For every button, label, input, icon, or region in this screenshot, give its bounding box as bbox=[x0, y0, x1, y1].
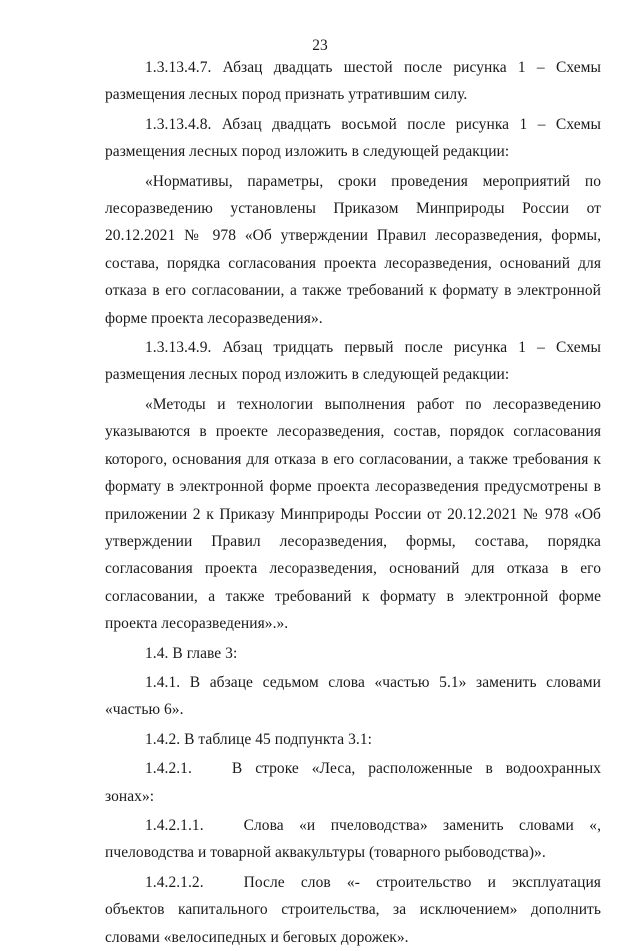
paragraph-1-3-13-4-9: 1.3.13.4.9. Абзац тридцать первый после рисунка 1 – Схемы размещения лесных пород изложить в следующей редакции: bbox=[105, 339, 601, 384]
page-number: 23 bbox=[312, 37, 328, 54]
paragraph-1-4-2-1 bbox=[105, 755, 601, 810]
clause-number: 1.4.2.1.1. bbox=[145, 816, 204, 834]
paragraph-1-4: 1.4. В главе 3: bbox=[145, 644, 238, 662]
document-body bbox=[105, 54, 601, 951]
quoted-paragraph-methods: «Методы и технологии выполнения работ по лесоразведению указываются в проекте лесоразведения, состав, порядок согласования которого, основания для отказа в его согласовании, а также требования к формату в электронной форме проекта лесоразведения предусмотрены в приложении 2 к Приказу Минприроды России от 20.12.2021 № 978 «Об утверждении Правил лесоразведения, формы, состава, порядка согласования проекта лесоразведения, оснований для отказа в его согласовании, а также требований к формату в электронной форме проекта лесоразведения».». bbox=[105, 395, 601, 633]
clause-number: 1.4.2.1.2. bbox=[145, 873, 204, 891]
clause-number: 1.4.2.1. bbox=[145, 760, 192, 778]
paragraph-1-3-13-4-8: 1.3.13.4.8. Абзац двадцать восьмой после рисунка 1 – Схемы размещения лесных пород изложить в следующей редакции: bbox=[105, 115, 601, 161]
quoted-paragraph-normatives: «Нормативы, параметры, сроки проведения мероприятий по лесоразведению установлены Приказом Минприроды России от 20.12.2021 № 978 «Об утверждении Правил лесоразведения, формы, состава, порядка согласования проекта лесоразведения, оснований для отказа в его согласовании, а также требований к формату в электронной форме проекта лесоразведения». bbox=[105, 172, 601, 327]
clause-text: После слов «- строительство и эксплуатация объектов капитального строительства, за исключением» дополнить словами «велосипедных и беговых дорожек». bbox=[105, 873, 601, 946]
paragraph-1-4-2: 1.4.2. В таблице 45 подпункта 3.1: bbox=[145, 730, 373, 748]
clause-text: Слова «и пчеловодства» заменить словами «, пчеловодства и товарной аквакультуры (товарного рыбоводства)». bbox=[105, 816, 601, 862]
paragraph-1-4-2-1-1 bbox=[105, 812, 601, 867]
clause-text: В строке «Леса, расположенные в водоохранных зонах»: bbox=[105, 760, 601, 805]
paragraph-1-4-1: 1.4.1. В абзаце седьмом слова «частью 5.1» заменить словами «частью 6». bbox=[105, 673, 601, 719]
paragraph-1-3-13-4-7: 1.3.13.4.7. Абзац двадцать шестой после рисунка 1 – Схемы размещения лесных пород признать утратившим силу. bbox=[105, 59, 601, 104]
paragraph-1-4-2-1-2 bbox=[105, 869, 601, 951]
